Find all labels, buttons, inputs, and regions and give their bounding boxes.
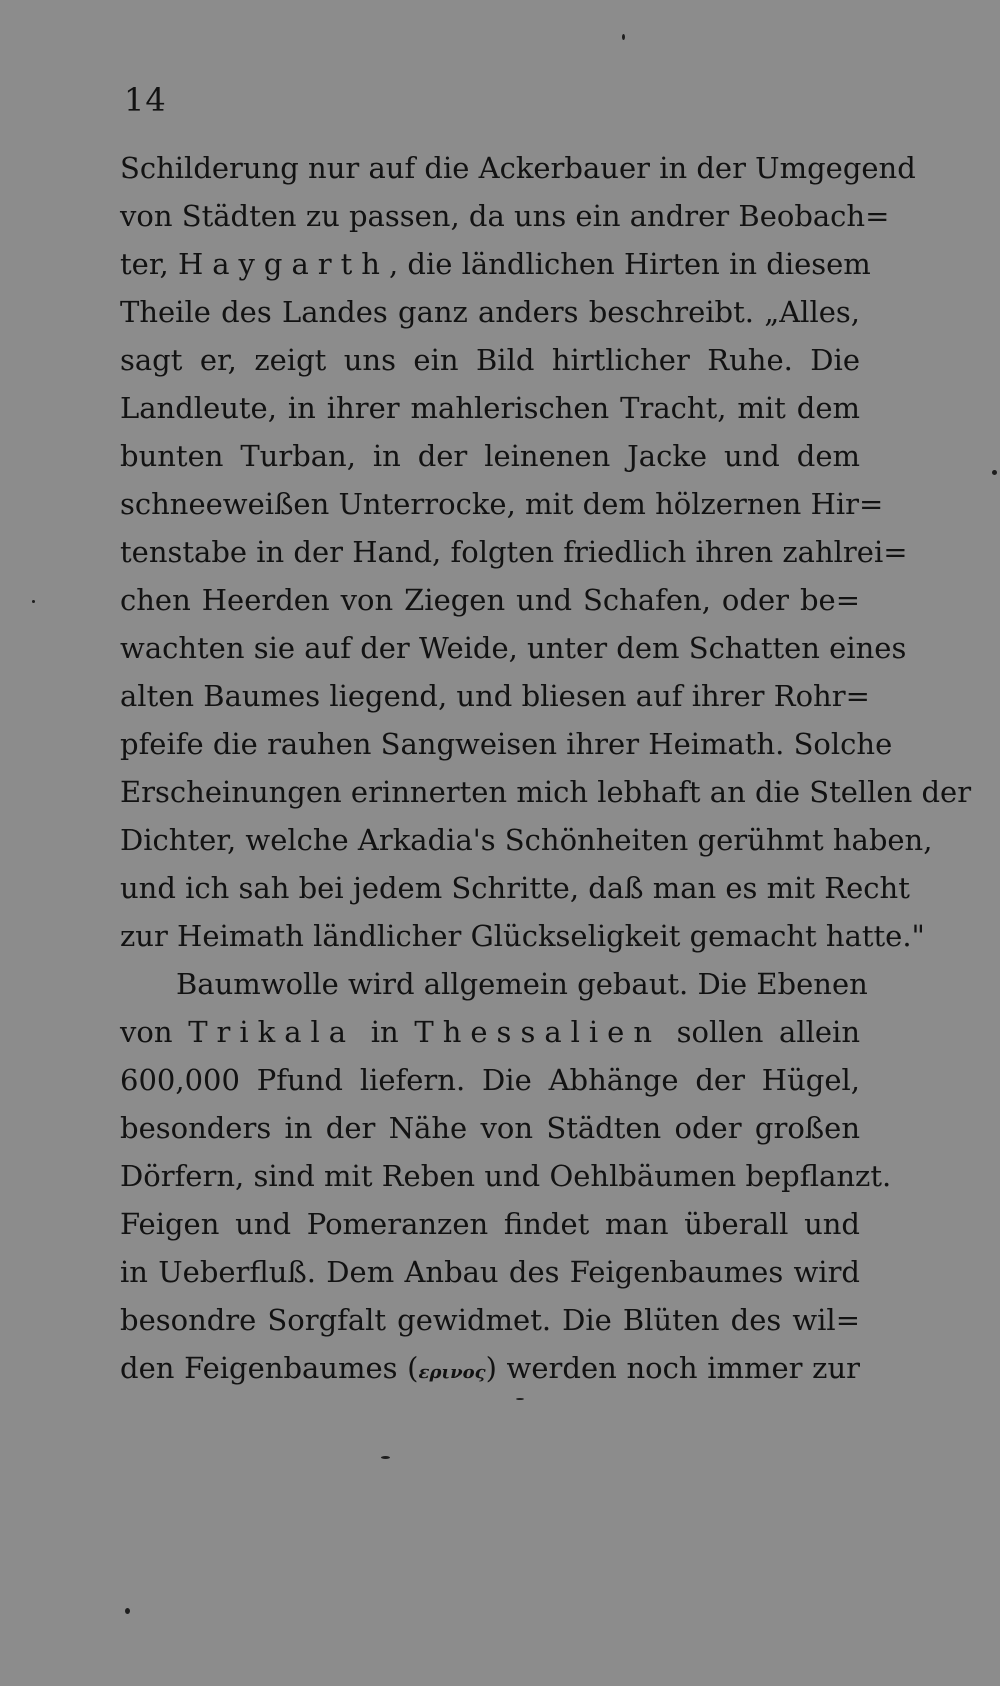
scan-speck bbox=[516, 1398, 524, 1400]
text-line: besondre Sorgfalt gewidmet. Die Blüten des wil= bbox=[120, 1303, 860, 1337]
text-line: pfeife die rauhen Sangweisen ihrer Heimath. Solche bbox=[120, 727, 893, 761]
scan-speck bbox=[125, 1608, 130, 1614]
text-line: sagt er, zeigt uns ein Bild hirtlicher Ruhe. Die bbox=[120, 343, 860, 377]
text-line bbox=[120, 242, 871, 286]
text-line bbox=[120, 1010, 860, 1054]
greek-word: ερινος bbox=[418, 1362, 486, 1383]
scan-speck bbox=[32, 600, 35, 603]
spaced-name: Thessalien bbox=[414, 1015, 662, 1049]
text-line: Erscheinungen erinnerten mich lebhaft an die Stellen der bbox=[120, 775, 972, 809]
text-fragment: von bbox=[120, 1015, 189, 1049]
text-line: wachten sie auf der Weide, unter dem Schatten eines bbox=[120, 631, 907, 665]
spaced-name: Haygarth bbox=[177, 247, 389, 281]
text-line: Baumwolle wird allgemein gebaut. Die Ebenen bbox=[176, 967, 868, 1001]
text-line: und ich sah bei jedem Schritte, daß man es mit Recht bbox=[120, 871, 910, 905]
text-line: chen Heerden von Ziegen und Schafen, oder be= bbox=[120, 583, 860, 617]
text-line: Schilderung nur auf die Ackerbauer in der Umgegend bbox=[120, 151, 916, 185]
text-line: bunten Turban, in der leinenen Jacke und dem bbox=[120, 439, 860, 473]
text-line bbox=[120, 1346, 860, 1395]
scan-speck bbox=[622, 34, 625, 40]
text-fragment: den Feigenbaumes ( bbox=[120, 1351, 419, 1385]
text-line: zur Heimath ländlicher Glückseligkeit gemacht hatte." bbox=[120, 919, 925, 953]
text-line: alten Baumes liegend, und bliesen auf ihrer Rohr= bbox=[120, 679, 870, 713]
text-fragment: sollen allein bbox=[661, 1015, 861, 1049]
text-fragment: , die ländlichen Hirten in diesem bbox=[388, 247, 871, 281]
spaced-name: Trikala bbox=[188, 1015, 356, 1049]
text-line: Feigen und Pomeranzen findet man überall und bbox=[120, 1207, 860, 1241]
text-line: Dörfern, sind mit Reben und Oehlbäumen bepflanzt. bbox=[120, 1159, 892, 1193]
text-fragment: ter, bbox=[120, 247, 178, 281]
text-fragment: in bbox=[355, 1015, 415, 1049]
text-fragment: ) werden noch immer zur bbox=[485, 1351, 860, 1385]
scan-speck bbox=[381, 1456, 390, 1459]
text-line: Landleute, in ihrer mahlerischen Tracht, mit dem bbox=[120, 391, 860, 425]
text-line: Theile des Landes ganz anders beschreibt. „Alles, bbox=[120, 295, 860, 329]
text-line: 600,000 Pfund liefern. Die Abhänge der Hügel, bbox=[120, 1063, 860, 1097]
scan-speck bbox=[992, 470, 997, 475]
text-line: tenstabe in der Hand, folgten friedlich ihren zahlrei= bbox=[120, 535, 908, 569]
page-number: 14 bbox=[124, 81, 167, 119]
text-line: von Städten zu passen, da uns ein andrer Beobach= bbox=[120, 199, 890, 233]
text-line: schneeweißen Unterrocke, mit dem hölzernen Hir= bbox=[120, 487, 884, 521]
text-line: besonders in der Nähe von Städten oder großen bbox=[120, 1111, 860, 1145]
text-line: in Ueberfluß. Dem Anbau des Feigenbaumes wird bbox=[120, 1255, 860, 1289]
text-line: Dichter, welche Arkadia's Schönheiten gerühmt haben, bbox=[120, 823, 933, 857]
